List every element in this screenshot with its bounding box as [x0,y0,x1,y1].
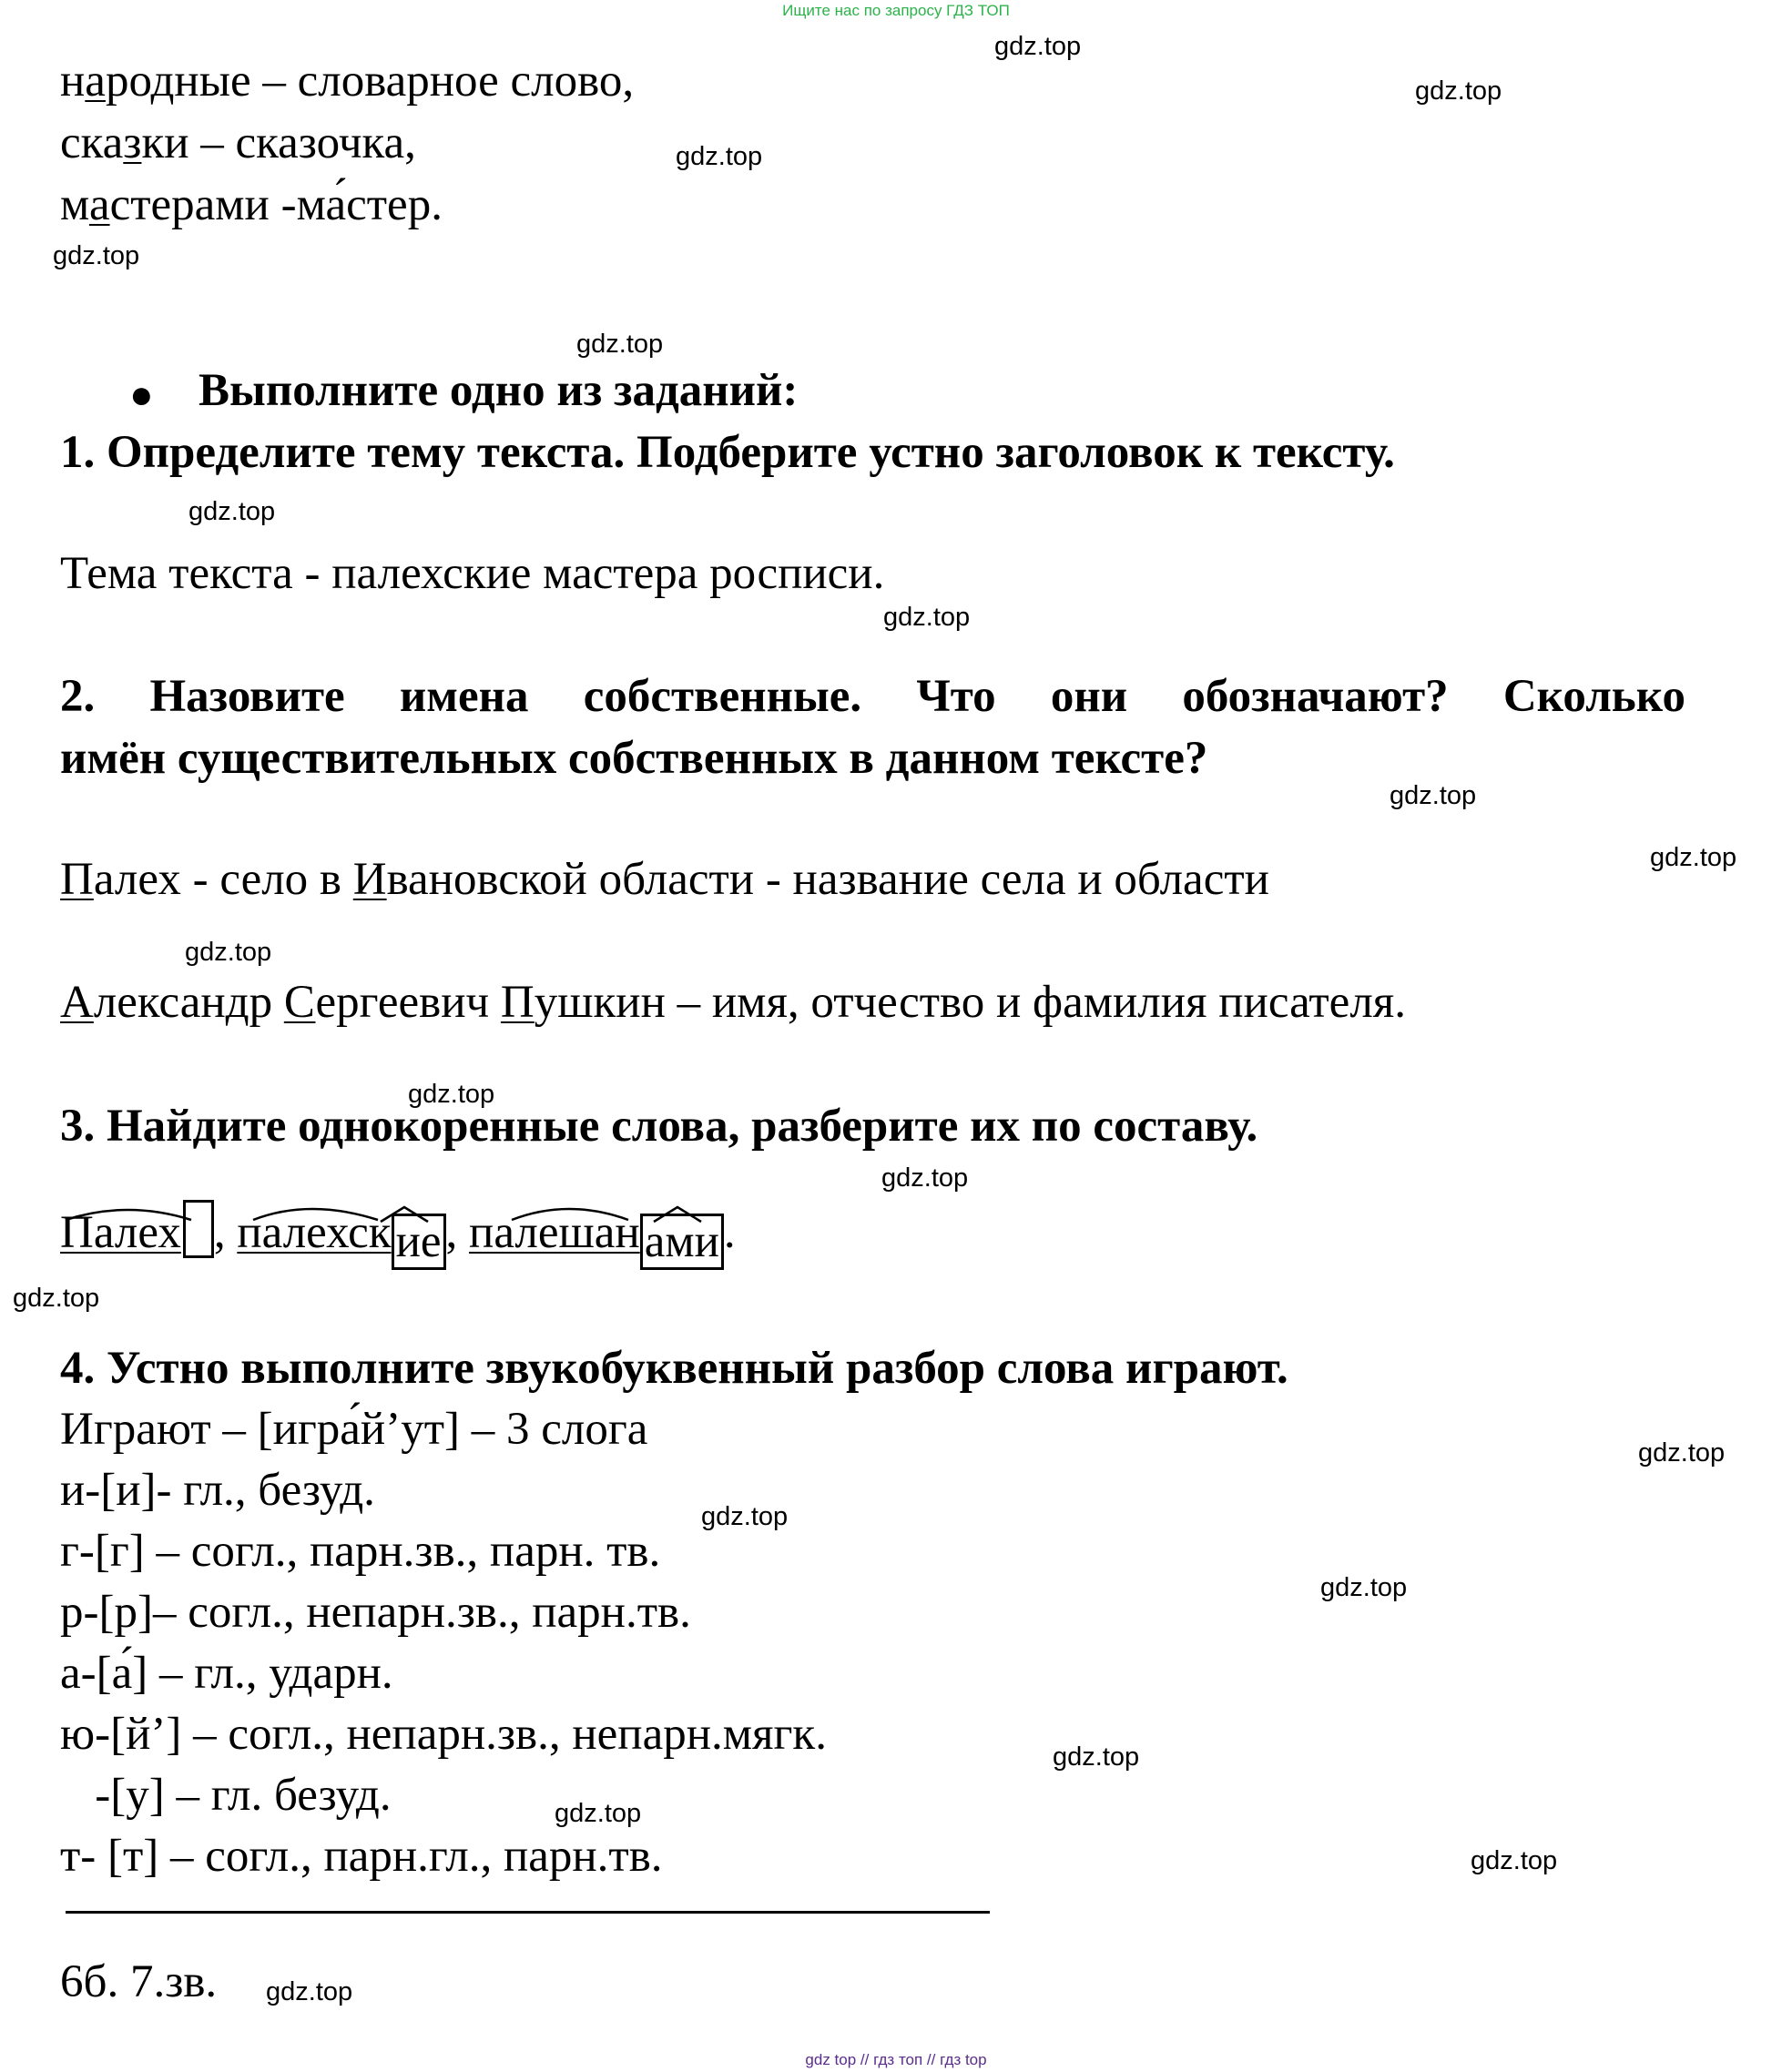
separator: . [723,1207,736,1258]
task3-title: 3. Найдите однокоренные слова, разберите их по составу. [60,1101,1258,1152]
task2-answer-1: Палех - село в Ивановской области - название села и области [60,854,1269,905]
phonetic-summary: 6б. 7.зв. [60,1956,218,2007]
bullet-heading: Выполните одно из заданий: [199,365,799,416]
task1-title: 1. Определите тему текста. Подберите устно заголовок к тексту. [60,427,1395,478]
watermark: gdz.top [185,938,272,967]
separator: , [445,1207,458,1258]
ending-box: ие [392,1214,446,1270]
word-paleshanami-root: палешан [469,1207,640,1258]
watermark: gdz.top [13,1284,100,1313]
task2-title-line1: 2. Назовите имена собственные. Что они обозначают? Сколько [60,671,1685,722]
top-banner: Ищите нас по запросу ГДЗ ТОП [782,2,1010,19]
divider-line [66,1911,990,1914]
root-arc [253,1209,378,1220]
watermark: gdz.top [1650,843,1737,872]
task1-answer: Тема текста - палехские мастера росписи. [60,548,885,599]
separator: , [213,1207,226,1258]
watermark: gdz.top [266,1977,353,2006]
phonetic-line: г-[г] – согл., парн.зв., парн. тв. [60,1526,661,1577]
watermark: gdz.top [1638,1438,1726,1468]
task2-answer-2: Александр Сергеевич Пушкин – имя, отчество и фамилия писателя. [60,977,1406,1028]
bottom-banner: gdz top // гдз топ // гдз top [805,2051,987,2068]
root-arc [66,1210,191,1220]
phonetic-line: -[у] – гл. безуд. [60,1770,392,1821]
watermark: gdz.top [676,142,763,171]
watermark: gdz.top [188,497,276,526]
intro-line-3: мастерами -ма́стер. [60,179,443,230]
task4-title: 4. Устно выполните звукобуквенный разбор слова играют. [60,1343,1288,1394]
task2-title-line2: имён существительных собственных в данном тексте? [60,733,1208,784]
bullet-icon: ● [129,372,154,417]
intro-line-2: сказки – сказочка, [60,117,416,168]
phonetic-line: Играют – [игра́й’ут] – 3 слога [60,1404,648,1455]
watermark: gdz.top [555,1799,642,1828]
watermark: gdz.top [701,1502,789,1531]
watermark: gdz.top [576,330,664,359]
intro-line-1: народные – словарное слово, [60,56,635,107]
suffix-mark [654,1207,701,1222]
watermark: gdz.top [53,241,140,270]
ending-box: ами [640,1214,724,1270]
suffix-mark [381,1207,428,1222]
word-palekhskie-root: палехск [237,1207,392,1258]
watermark: gdz.top [408,1080,495,1109]
watermark: gdz.top [1390,781,1477,810]
watermark: gdz.top [883,603,971,632]
phonetic-line: т- [т] – согл., парн.гл., парн.тв. [60,1831,663,1882]
phonetic-line: ю-[й’] – согл., непарн.зв., непарн.мягк. [60,1709,827,1760]
phonetic-line: а-[а́] – гл., ударн. [60,1648,393,1699]
phonetic-line: р-[р]– согл., непарн.зв., парн.тв. [60,1587,691,1638]
watermark: gdz.top [994,32,1082,61]
watermark: gdz.top [1471,1846,1558,1875]
phonetic-line: и-[и]- гл., безуд. [60,1465,375,1516]
root-arc [512,1209,628,1220]
watermark: gdz.top [1320,1573,1408,1602]
watermark: gdz.top [1053,1742,1140,1772]
watermark: gdz.top [1415,76,1502,106]
watermark: gdz.top [881,1163,969,1193]
word-palekh-root: Палех [60,1207,181,1258]
